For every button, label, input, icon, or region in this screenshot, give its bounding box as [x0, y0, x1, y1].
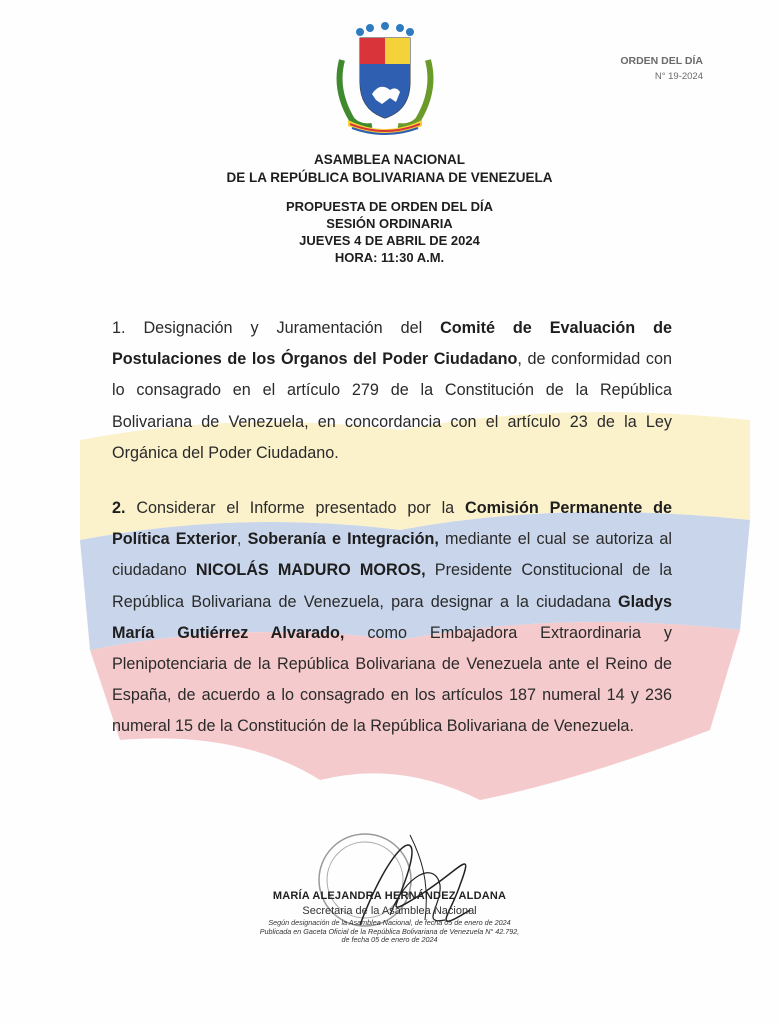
item-2-text: Considerar el Informe presentado por la	[125, 499, 466, 517]
item-2-text-cont: mediante el cual se autoriza al ciudadano	[112, 530, 672, 580]
institution-line-2: DE LA REPÚBLICA BOLIVARIANA DE VENEZUELA	[226, 170, 553, 185]
institution-line-1: ASAMBLEA NACIONAL	[314, 152, 465, 167]
agenda-item-2	[112, 493, 672, 743]
session-time: HORA: 11:30 A.M.	[334, 250, 445, 265]
item-2-text-cont-3: como Embajadora Extraordinaria y Plenipotenciaria de la República Bolivariana de Venezuela ante el Reino de España, de acuerdo a lo consagrado en los artículos 187 numeral 14 y 236 numeral 15 de la Constitución de la República Bolivariana de Venezuela.	[112, 623, 672, 736]
agenda-item-1	[112, 313, 672, 469]
signatory-note-2: Publicada en Gaceta Oficial de la República Bolivariana de Venezuela N° 42.792,	[259, 926, 520, 936]
item-2-president: NICOLÁS MADURO MOROS,	[195, 561, 426, 580]
item-1-number: 1.	[112, 319, 126, 337]
item-1-text-cont: , de conformidad con lo consagrado en el artículo 279 de la Constitución de la República Bolivariana de Venezuela, en concordancia con el artículo 23 de la Ley Orgánica del Poder Ciudadano.	[112, 350, 672, 462]
signatory-note	[0, 919, 779, 945]
order-label: ORDEN DEL DÍA	[620, 55, 703, 67]
signatory-note-3: de fecha 05 de enero de 2024	[341, 935, 438, 944]
item-2-commission: Comisión Permanente de Política Exterior	[112, 499, 672, 549]
signatory-name: MARÍA ALEJANDRA HERNÁNDEZ ALDANA	[272, 890, 507, 902]
session-date: JUEVES 4 DE ABRIL DE 2024	[299, 233, 480, 248]
institution-heading	[0, 151, 779, 187]
item-2-ambassador: Gladys María Gutiérrez Alvarado,	[112, 592, 672, 642]
order-reference	[620, 54, 703, 84]
item-2-sep: ,	[236, 530, 248, 549]
item-1-text: Designación y Juramentación del	[125, 319, 441, 337]
coat-of-arms-emblem	[330, 20, 440, 138]
signatory-note-1: Según designación de la Asamblea Nacional, de fecha 05 de enero de 2024	[268, 918, 511, 927]
doc-type: PROPUESTA DE ORDEN DEL DÍA	[285, 199, 494, 214]
session-heading	[0, 198, 779, 266]
item-2-commission-cont: Soberanía e Integración,	[247, 530, 439, 549]
signatory-title: Secretaria de la Asamblea Nacional	[302, 905, 477, 917]
item-1-committee: Comité de Evaluación de Postulaciones de los Órganos del Poder Ciudadano	[112, 319, 672, 369]
item-2-number: 2.	[112, 499, 126, 517]
order-number: N° 19-2024	[654, 71, 703, 82]
session-type: SESIÓN ORDINARIA	[326, 216, 453, 231]
item-2-text-cont-2: Presidente Constitucional de la República Bolivariana de Venezuela, para designar a la ciudadana	[112, 561, 672, 611]
